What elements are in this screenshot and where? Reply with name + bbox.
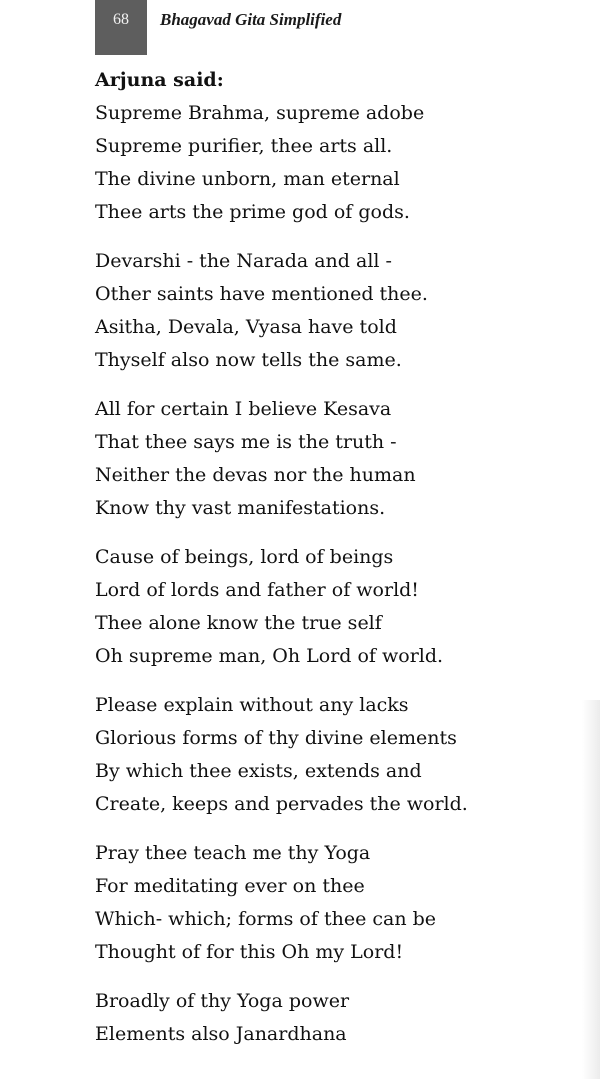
- verse-line: By which thee exists, extends and: [95, 760, 422, 782]
- verse-line: Which- which; forms of thee can be: [95, 908, 436, 930]
- verse-line: Broadly of thy Yoga power: [95, 990, 350, 1012]
- verse-line: Supreme Brahma, supreme adobe: [95, 102, 425, 124]
- stanza-3: [95, 393, 575, 525]
- stanza-4: [95, 541, 575, 673]
- verse-line: Thee arts the prime god of gods.: [95, 201, 410, 223]
- verse-line: Other saints have mentioned thee.: [95, 283, 428, 305]
- verse-line: Supreme purifier, thee arts all.: [95, 135, 393, 157]
- verse-line: Pray thee teach me thy Yoga: [95, 842, 371, 864]
- verse-line: Know thy vast manifestations.: [95, 497, 386, 519]
- stanza-6: [95, 837, 575, 969]
- running-title: Bhagavad Gita Simplified: [160, 10, 342, 29]
- verse-line: Elements also Janardhana: [95, 1023, 347, 1045]
- verse-line: Oh supreme man, Oh Lord of world.: [95, 645, 444, 667]
- page-number: 68: [113, 11, 129, 28]
- verse-line: Thought of for this Oh my Lord!: [95, 941, 404, 963]
- verse-line: Lord of lords and father of world!: [95, 579, 419, 601]
- stanza-2: [95, 245, 575, 377]
- verse-line: Thee alone know the true self: [95, 612, 382, 634]
- verse-line: Please explain without any lacks: [95, 694, 409, 716]
- verse-line: That thee says me is the truth -: [95, 431, 397, 453]
- verse-line: Glorious forms of thy divine elements: [95, 727, 457, 749]
- verse-line: Thyself also now tells the same.: [95, 349, 402, 371]
- verse-line: The divine unborn, man eternal: [95, 168, 400, 190]
- verse-line: For meditating ever on thee: [95, 875, 365, 897]
- stanza-5: [95, 689, 575, 821]
- verse-line: Devarshi - the Narada and all -: [95, 250, 392, 272]
- verse-line: All for certain I believe Kesava: [95, 398, 392, 420]
- poem-body: [95, 64, 575, 1067]
- verse-line: Asitha, Devala, Vyasa have told: [95, 316, 397, 338]
- stanza-7: [95, 985, 575, 1051]
- page-edge-shadow: [582, 700, 600, 1079]
- verse-line: Create, keeps and pervades the world.: [95, 793, 468, 815]
- speaker-heading: Arjuna said:: [95, 69, 224, 91]
- page-number-box: [95, 0, 147, 55]
- verse-line: Neither the devas nor the human: [95, 464, 416, 486]
- stanza-1: [95, 97, 575, 229]
- verse-line: Cause of beings, lord of beings: [95, 546, 394, 568]
